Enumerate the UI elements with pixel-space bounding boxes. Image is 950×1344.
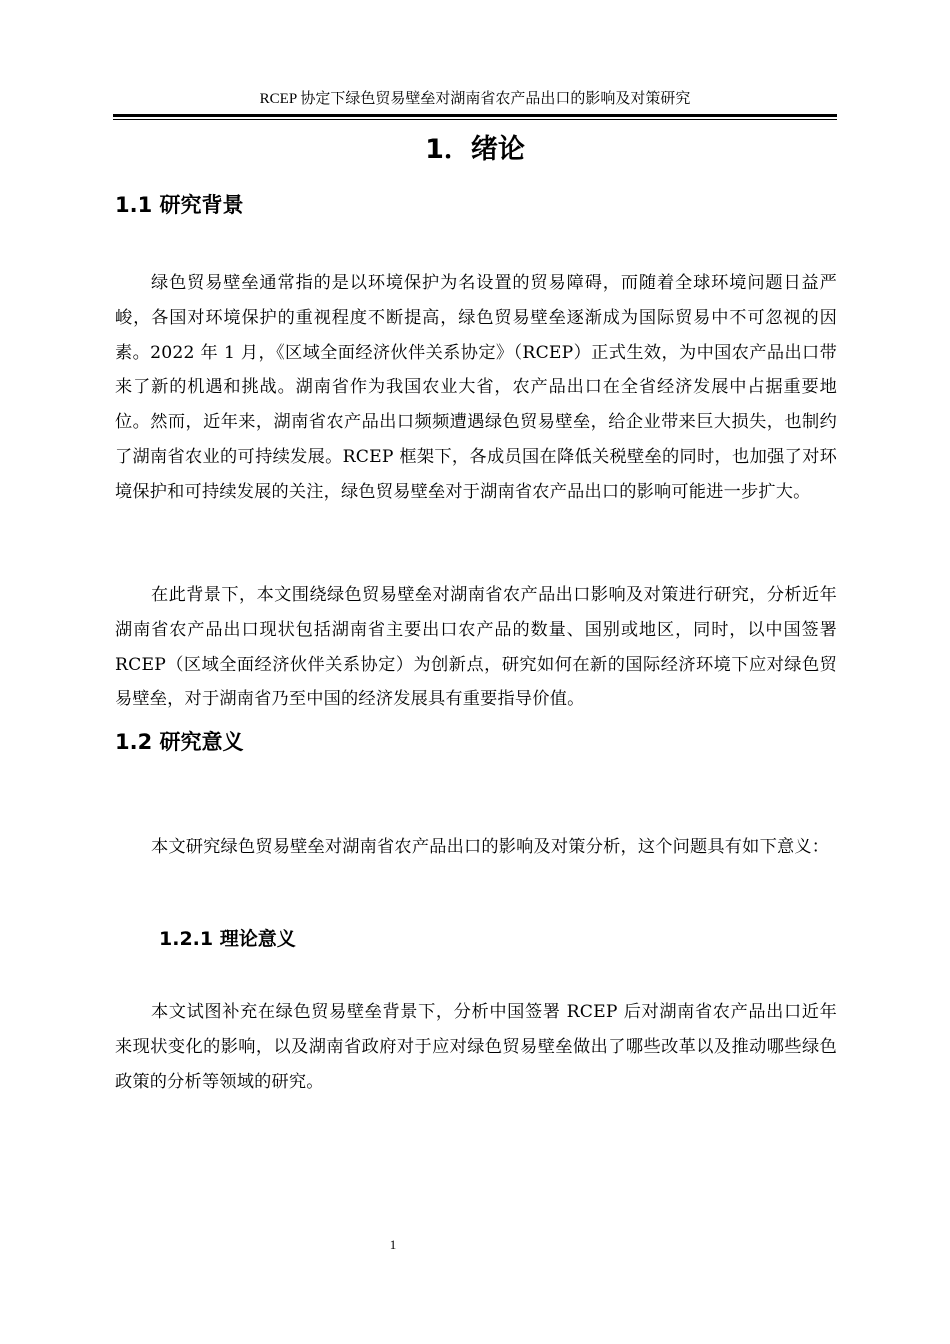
page-number: 1 [389, 1237, 397, 1252]
running-header: RCEP 协定下绿色贸易壁垒对湖南省农产品出口的影响及对策研究 [259, 91, 691, 107]
paragraph-significance-intro: 本文研究绿色贸易壁垒对湖南省农产品出口的影响及对策分析，这个问题具有如下意义： [151, 837, 830, 857]
chapter-title: 1．绪论 [425, 134, 525, 165]
section-heading-research-significance: 1.2 研究意义 [115, 730, 244, 754]
subsection-heading-theoretical-significance: 1.2.1 理论意义 [159, 928, 296, 950]
header-rule-thin [113, 119, 837, 120]
section-heading-research-background: 1.1 研究背景 [115, 193, 244, 217]
paragraph-theoretical-significance: 本文试图补充在绿色贸易壁垒背景下，分析中国签署 RCEP 后对湖南省农产品出口近年来现状变化的影响，以及湖南省政府对于应对绿色贸易壁垒做出了哪些改革以及推动哪些绿色政策的分析等领域的研究。 [115, 1002, 837, 1092]
paragraph-background-2: 在此背景下，本文围绕绿色贸易壁垒对湖南省农产品出口影响及对策进行研究，分析近年湖南省农产品出口现状包括湖南省主要出口农产品的数量、国别或地区，同时，以中国签署 RCEP（区域全面经济伙伴关系协定）为创新点，研究如何在新的国际经济环境下应对绿色贸易壁垒，对于湖南省乃至中国的经济发展具有重要指导价值。 [115, 585, 837, 710]
paragraph-background-1: 绿色贸易壁垒通常指的是以环境保护为名设置的贸易障碍，而随着全球环境问题日益严峻，各国对环境保护的重视程度不断提高，绿色贸易壁垒逐渐成为国际贸易中不可忽视的因素。2022 年 1 月，《区域全面经济伙伴关系协定》（RCEP）正式生效，为中国农产品出口带来了新的机遇和挑战。湖南省作为我国农业大省，农产品出口在全省经济发展中占据重要地位。然而，近年来，湖南省农产品出口频频遭遇绿色贸易壁垒，给企业带来巨大损失，也制约了湖南省农业的可持续发展。RCEP 框架下，各成员国在降低关税壁垒的同时，也加强了对环境保护和可持续发展的关注，绿色贸易壁垒对于湖南省农产品出口的影响可能进一步扩大。 [115, 273, 837, 502]
header-rule-thick [113, 114, 837, 117]
